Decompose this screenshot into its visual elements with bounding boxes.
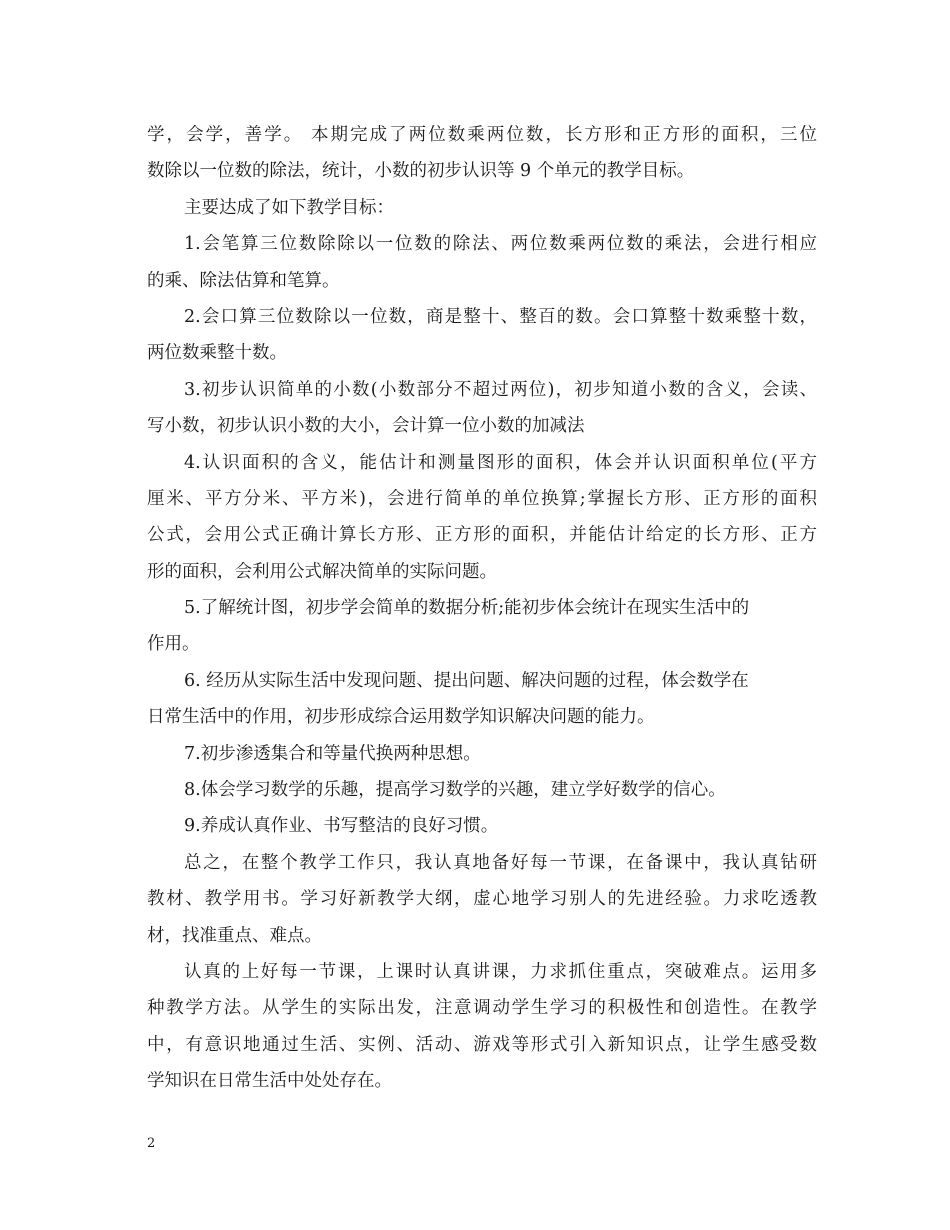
text-line: 学，会学，善学。 本期完成了两位数乘两位数，长方形和正方形的面积，三位 [147, 125, 817, 145]
text-line: 形的面积，会利用公式解决简单的实际问题。 [147, 561, 497, 582]
text-line: 材，找准重点、难点。 [147, 925, 322, 946]
page-number: 2 [147, 1136, 156, 1151]
text-line: 2.会口算三位数除以一位数，商是整十、整百的数。会口算整十数乘整十数， [184, 306, 817, 327]
text-line: 8.体会学习数学的乐趣，提高学习数学的兴趣，建立学好数学的信心。 [184, 780, 726, 801]
text-line: 9.养成认真作业、书写整洁的良好习惯。 [184, 816, 499, 837]
text-line: 7.初步渗透集合和等量代换两种思想。 [184, 743, 481, 764]
text-line: 教材、教学用书。学习好新教学大纲，虚心地学习别人的先进经验。力求吃透教 [147, 889, 817, 910]
text-line: 3.初步认识简单的小数(小数部分不超过两位)，初步知道小数的含义，会读、 [184, 379, 817, 400]
text-line: 5.了解统计图，初步学会简单的数据分析;能初步体会统计在现实生活中的 [184, 598, 750, 619]
text-line: 写小数，初步认识小数的大小，会计算一位小数的加减法 [147, 416, 585, 437]
text-line: 主要达成了如下教学目标： [184, 197, 394, 218]
text-line: 两位数乘整十数。 [147, 343, 287, 364]
text-line: 的乘、除法估算和笔算。 [147, 270, 340, 291]
text-line: 中，有意识地通过生活、实例、活动、游戏等形式引入新知识点，让学生感受数 [147, 1034, 817, 1055]
text-line: 作用。 [147, 634, 200, 655]
text-line: 总之，在整个教学工作只，我认真地备好每一节课，在备课中，我认真钻研 [184, 852, 817, 873]
text-line: 日常生活中的作用，初步形成综合运用数学知识解决问题的能力。 [147, 707, 655, 728]
document-body [147, 117, 817, 1100]
text-line: 6. 经历从实际生活中发现问题、提出问题、解决问题的过程，体会数学在 [184, 670, 749, 691]
text-line: 种教学方法。从学生的实际出发，注意调动学生学习的积极性和创造性。在教学 [147, 998, 817, 1019]
text-line: 数除以一位数的除法，统计，小数的初步认识等 9 个单元的教学目标。 [147, 161, 695, 182]
text-line: 认真的上好每一节课，上课时认真讲课，力求抓住重点，突破难点。运用多 [184, 961, 817, 982]
text-line: 厘米、平方分米、平方米)，会进行简单的单位换算;掌握长方形、正方形的面积 [147, 488, 817, 509]
text-line: 1.会笔算三位数除除以一位数的除法、两位数乘两位数的乘法，会进行相应 [184, 234, 817, 255]
text-line: 4.认识面积的含义，能估计和测量图形的面积，体会并认识面积单位(平方 [184, 452, 817, 473]
text-line: 公式，会用公式正确计算长方形、正方形的面积，并能估计给定的长方形、正方 [147, 525, 817, 546]
text-line: 学知识在日常生活中处处存在。 [147, 1071, 392, 1092]
